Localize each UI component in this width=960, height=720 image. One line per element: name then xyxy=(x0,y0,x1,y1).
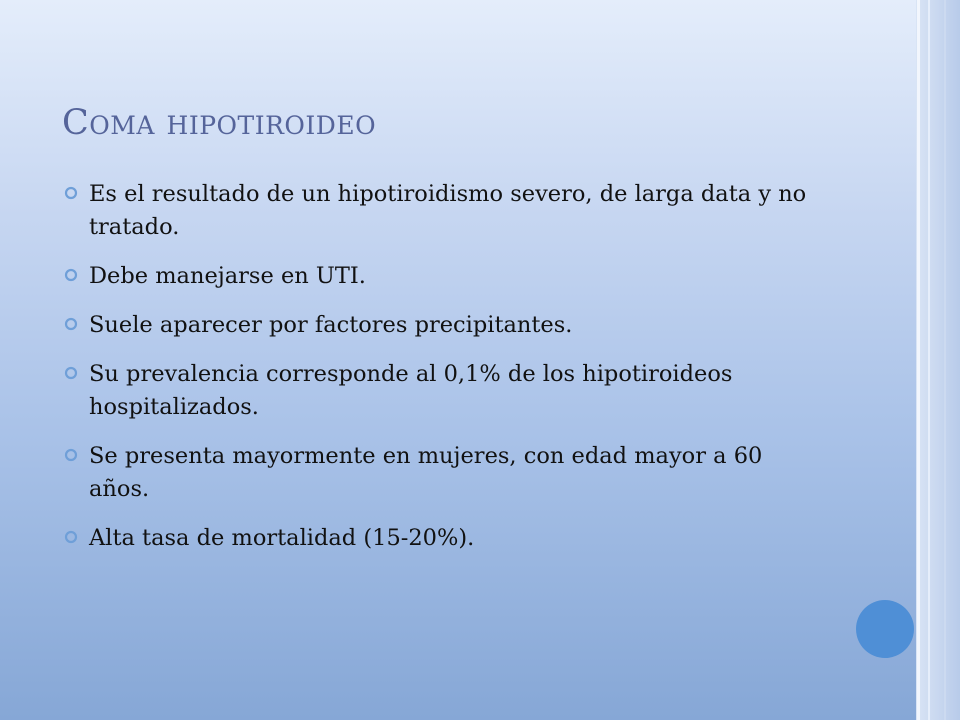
slide-title: Coma hipotiroideo xyxy=(62,103,377,143)
decorative-vertical-line xyxy=(928,0,930,720)
decorative-vertical-line xyxy=(917,0,920,720)
bullet-text: Suele aparecer por factores precipitantes. xyxy=(89,312,573,338)
bullet-text: Debe manejarse en UTI. xyxy=(89,263,366,289)
ring-bullet-icon xyxy=(64,448,78,462)
bullet-text: Su prevalencia corresponde al 0,1% de los hipotiroideos hospitalizados. xyxy=(89,361,733,420)
decorative-vertical-line xyxy=(944,0,946,720)
ring-bullet-icon xyxy=(64,268,78,282)
bullet-item xyxy=(64,309,824,342)
bullet-item xyxy=(64,178,824,244)
bullet-text: Se presenta mayormente en mujeres, con edad mayor a 60 años. xyxy=(89,443,763,502)
bullet-text: Alta tasa de mortalidad (15-20%). xyxy=(89,525,475,551)
ring-bullet-icon xyxy=(64,530,78,544)
ring-bullet-icon xyxy=(64,186,78,200)
decorative-circle xyxy=(856,600,914,658)
bullet-text: Es el resultado de un hipotiroidismo severo, de larga data y no tratado. xyxy=(89,181,807,240)
bullet-item xyxy=(64,358,824,424)
bullet-list xyxy=(64,178,824,571)
ring-bullet-icon xyxy=(64,317,78,331)
decorative-side-band xyxy=(916,0,960,720)
bullet-item xyxy=(64,522,824,555)
bullet-item xyxy=(64,440,824,506)
bullet-item xyxy=(64,260,824,293)
ring-bullet-icon xyxy=(64,366,78,380)
